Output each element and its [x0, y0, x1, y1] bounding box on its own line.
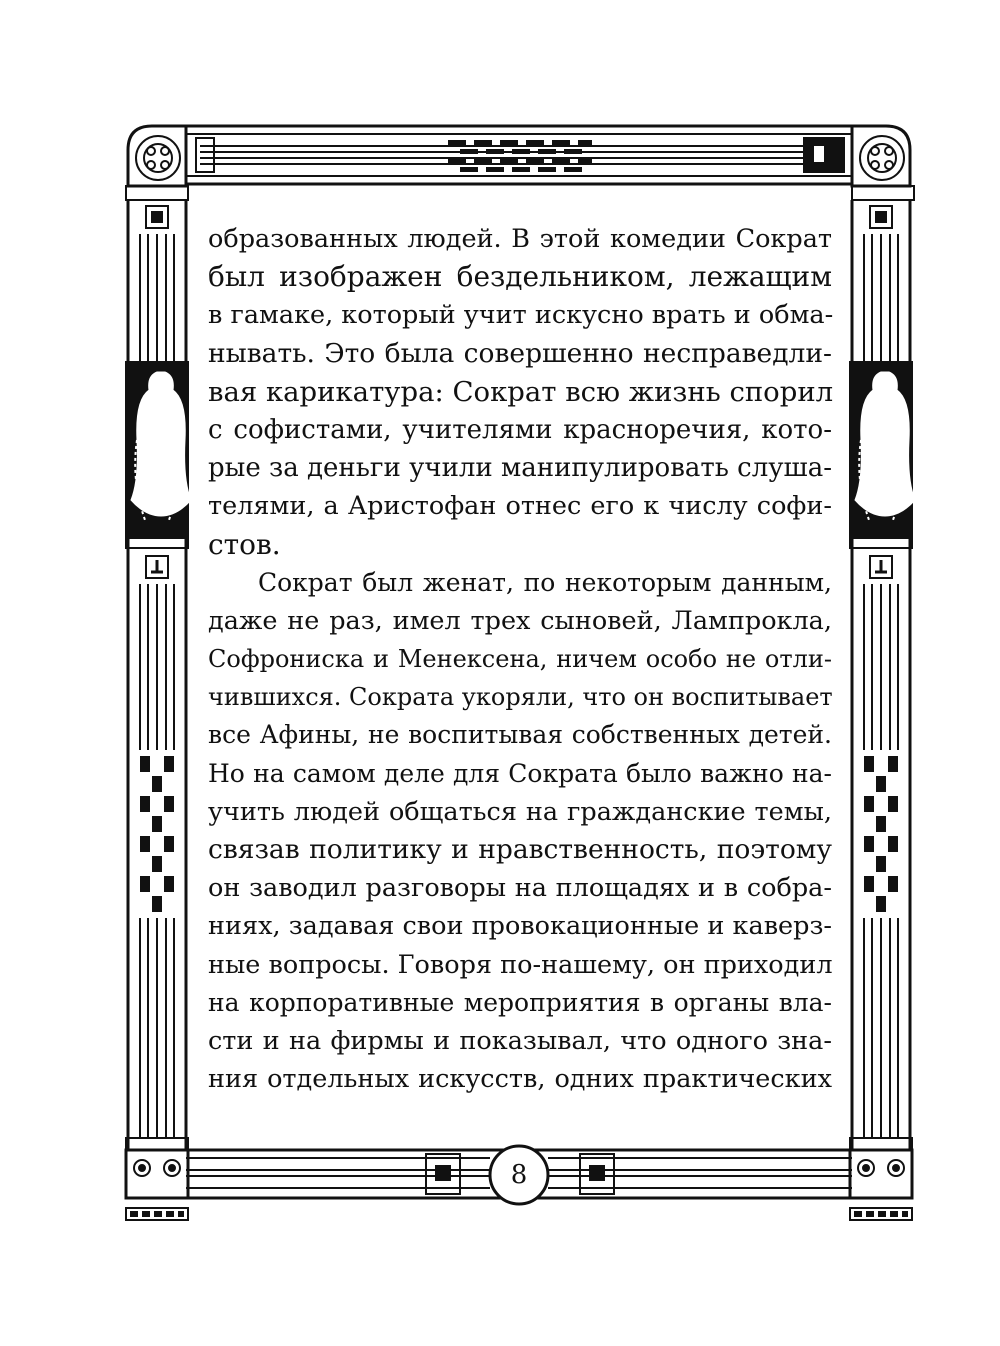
- text-line: учить людей общаться на гражданские темы,: [208, 796, 832, 827]
- top-left-corner-ornament: [126, 126, 188, 200]
- text-line: все Афины, не воспитывая собственных детей.: [208, 720, 832, 750]
- left-column: [126, 200, 191, 1150]
- text-line: ния отдельных искусств, одних практических: [208, 1064, 832, 1095]
- top-weave-ornament: [448, 140, 592, 172]
- text-line: был изображен бездельником, лежащим: [208, 260, 832, 294]
- paragraph-1: [208, 220, 832, 564]
- text-line: Сократ был женат, по некоторым данным,: [258, 567, 832, 597]
- text-line: Но на самом деле для Сократа было важно на-: [208, 758, 832, 788]
- top-border-band: [186, 126, 852, 184]
- text-line: он заводил разговоры на площадях и в собра-: [208, 873, 832, 904]
- text-line: телями, а Аристофан отнес его к числу софи-: [208, 491, 832, 522]
- text-line: с софистами, учителями красноречия, кото-: [208, 414, 832, 445]
- text-line: связав политику и нравственность, поэтому: [208, 834, 832, 865]
- text-line: сти и на фирмы и показывал, что одного зна-: [208, 1025, 832, 1056]
- page-number: 8: [510, 1160, 528, 1190]
- text-line: образованных людей. В этой комедии Сократ: [208, 224, 832, 254]
- body-text: [208, 220, 832, 1098]
- top-right-corner-ornament: [852, 126, 914, 200]
- paragraph-2: [208, 564, 832, 1099]
- bottom-right-corner-ornament: [850, 1138, 912, 1220]
- text-line: вая карикатура: Сократ всю жизнь спорил: [208, 375, 834, 408]
- text-line: на корпоративные мероприятия в органы вла-: [208, 987, 832, 1017]
- text-line: ные вопросы. Говоря по-нашему, он приходил: [208, 949, 833, 980]
- text-line: чившихся. Сократа укоряли, что он воспитывает: [208, 683, 833, 712]
- text-line: нывать. Это была совершенно несправедли-: [208, 337, 832, 369]
- text-line: стов.: [208, 527, 281, 561]
- text-line: даже не раз, имел трех сыновей, Лампрокла,: [208, 605, 832, 636]
- text-line: рые за деньги учили манипулировать слуша-: [208, 453, 832, 484]
- right-column: [850, 200, 915, 1150]
- text-line: в гамаке, который учит искусно врать и обма-: [208, 300, 834, 331]
- text-line: Софрониска и Менексена, ничем особо не отли-: [208, 645, 832, 674]
- text-line: ниях, задавая свои провокационные и каверз-: [208, 911, 832, 942]
- bottom-left-corner-ornament: [126, 1138, 188, 1220]
